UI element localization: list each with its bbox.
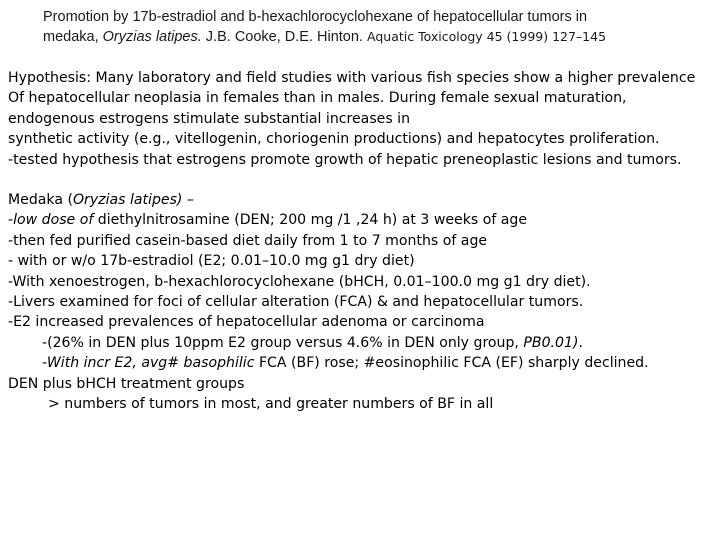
citation-species: Oryzias latipes.	[102, 29, 202, 45]
hypothesis-line-2: Of hepatocellular neoplasia in females than in males. During female sexual maturation,	[8, 90, 627, 107]
methods-line-8-text: -(26% in DEN plus 10ppm E2 group versus 4.6% in DEN only group,	[42, 334, 524, 351]
paragraph-gap	[8, 170, 716, 190]
methods-line-1-species: Oryzias latipes) –	[72, 192, 194, 209]
methods-line-2-italic: -low dose of	[8, 212, 98, 229]
methods-line-3: -then fed purified casein-based diet daily from 1 to 7 months of age	[8, 232, 488, 249]
methods-line-4: - with or w/o 17b-estradiol (E2; 0.01–10.0 mg g1 dry diet)	[8, 253, 415, 270]
citation-title-line2	[43, 27, 713, 47]
citation-prefix: medaka,	[43, 29, 103, 45]
methods-line-9-italic: -With incr E2, avg# basophilic	[42, 355, 259, 372]
citation-authors: J.B. Cooke, D.E. Hinton.	[201, 29, 367, 45]
methods-line-11: > numbers of tumors in most, and greater numbers of BF in all	[48, 396, 494, 413]
methods-line-6: -Livers examined for foci of cellular alteration (FCA) & and hepatocellular tumors.	[8, 294, 584, 311]
methods-line-8	[8, 333, 716, 353]
methods-line-10: DEN plus bHCH treatment groups	[8, 375, 245, 392]
methods-line-1-text: Medaka (	[8, 192, 73, 209]
methods-line-7: -E2 increased prevalences of hepatocellular adenoma or carcinoma	[8, 314, 485, 331]
citation-journal: Aquatic Toxicology 45 (1999) 127–145	[367, 29, 607, 44]
methods-line-9	[8, 353, 716, 373]
hypothesis-line-1: Hypothesis: Many laboratory and field studies with various fish species show a higher prevalence	[8, 70, 696, 86]
methods-line-8-pvalue: PB0.01)	[523, 334, 579, 351]
hypothesis-line-3: endogenous estrogens stimulate substantial increases in	[8, 110, 411, 127]
slide-body	[8, 68, 716, 415]
citation-header	[43, 8, 713, 47]
methods-line-2-text: diethylnitrosamine (DEN; 200 mg /1 ,24 h) at 3 weeks of age	[97, 212, 528, 229]
methods-line-9-text: FCA (BF) rose; #eosinophilic FCA (EF) sharply declined.	[258, 355, 649, 372]
methods-line-5: -With xenoestrogen, b-hexachlorocyclohexane (bHCH, 0.01–100.0 mg g1 dry diet).	[8, 273, 591, 290]
methods-line-1	[8, 190, 716, 210]
hypothesis-line-5: -tested hypothesis that estrogens promote growth of hepatic preneoplastic lesions and tumors.	[8, 151, 682, 168]
methods-line-2	[8, 210, 716, 230]
citation-title-line1: Promotion by 17b-estradiol and b-hexachlorocyclohexane of hepatocellular tumors in	[43, 9, 588, 25]
methods-line-8-end: .	[578, 334, 583, 351]
hypothesis-line-4: synthetic activity (e.g., vitellogenin, choriogenin productions) and hepatocytes proliferation.	[8, 131, 660, 148]
